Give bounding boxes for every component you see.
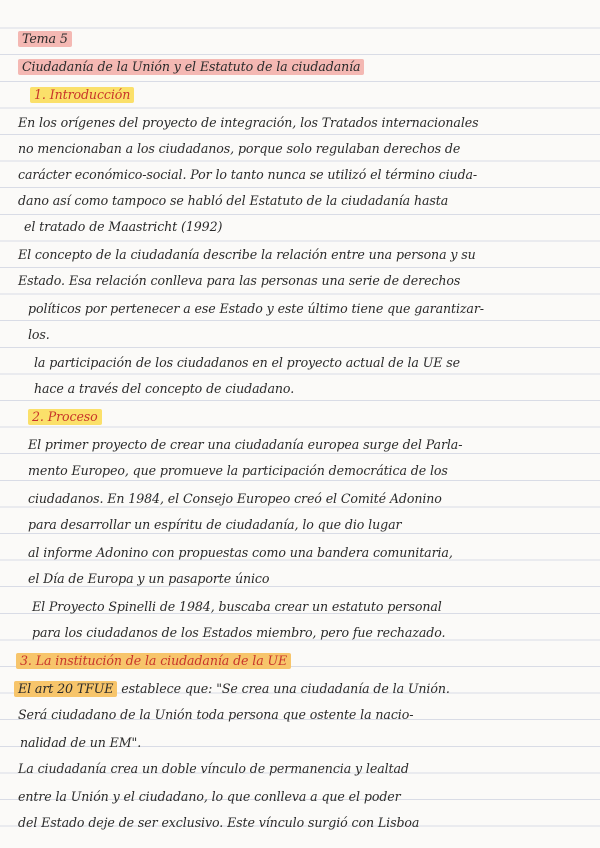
note-line <box>14 680 450 698</box>
note-line <box>18 246 476 264</box>
note-text: El concepto de la ciudadanía describe la relación entre una persona y su <box>18 247 476 262</box>
note-text: políticos por pertenecer a ese Estado y este último tiene que garantizar- <box>28 301 484 316</box>
highlighted-heading: 2. Proceso <box>28 409 102 425</box>
note-line <box>18 788 401 806</box>
note-line <box>18 814 419 832</box>
note-line <box>30 86 134 104</box>
note-line <box>18 140 460 158</box>
note-text: los. <box>28 327 50 342</box>
note-text: el Día de Europa y un pasaporte único <box>28 571 270 586</box>
note-text: carácter económico-social. Por lo tanto nunca se utilizó el término ciuda- <box>18 167 478 182</box>
note-text: la participación de los ciudadanos en el proyecto actual de la UE se <box>34 355 460 370</box>
note-text: ciudadanos. En 1984, el Consejo Europeo creó el Comité Adonino <box>28 491 442 506</box>
note-line <box>18 706 413 724</box>
note-text: el tratado de Maastricht (1992) <box>24 219 223 234</box>
note-text: entre la Unión y el ciudadano, lo que conlleva a que el poder <box>18 789 401 804</box>
note-line <box>32 624 445 642</box>
note-line <box>28 326 50 344</box>
highlighted-heading: Ciudadanía de la Unión y el Estatuto de la ciudadanía <box>18 59 364 75</box>
note-line <box>20 734 141 752</box>
note-line <box>34 380 294 398</box>
note-line <box>28 408 102 426</box>
highlighted-heading: 3. La institución de la ciudadanía de la UE <box>16 653 291 669</box>
note-line <box>18 760 409 778</box>
note-text: La ciudadanía crea un doble vínculo de permanencia y lealtad <box>18 761 409 776</box>
note-line <box>18 166 477 184</box>
note-line <box>34 354 460 372</box>
highlighted-text: El art 20 TFUE <box>14 681 117 697</box>
note-line <box>28 462 448 480</box>
note-line <box>28 516 401 534</box>
note-line <box>28 300 484 318</box>
note-line <box>32 598 442 616</box>
note-line <box>18 272 460 290</box>
note-line <box>18 114 478 132</box>
note-line <box>18 58 364 76</box>
highlighted-heading: Tema 5 <box>18 31 72 47</box>
highlighted-heading: 1. Introducción <box>30 87 134 103</box>
note-line <box>18 192 448 210</box>
note-text: dano así como tampoco se habló del Estatuto de la ciudadanía hasta <box>18 193 449 208</box>
note-line <box>28 544 453 562</box>
note-text: En los orígenes del proyecto de integración, los Tratados internacionales <box>18 115 479 130</box>
note-line <box>16 652 291 670</box>
note-text: para los ciudadanos de los Estados miembro, pero fue rechazado. <box>32 625 446 640</box>
note-line <box>18 30 72 48</box>
note-text: establece que: "Se crea una ciudadanía de la Unión. <box>117 681 450 696</box>
note-text: nalidad de un EM". <box>20 735 142 750</box>
note-line <box>28 570 269 588</box>
note-line <box>24 218 222 236</box>
note-text: hace a través del concepto de ciudadano. <box>34 381 295 396</box>
note-text: al informe Adonino con propuestas como una bandera comunitaria, <box>28 545 453 560</box>
note-text: Estado. Esa relación conlleva para las personas una serie de derechos <box>18 273 461 288</box>
note-text: del Estado deje de ser exclusivo. Este vínculo surgió con Lisboa <box>18 815 420 830</box>
note-text: mento Europeo, que promueve la participación democrática de los <box>28 463 448 478</box>
note-text: Será ciudadano de la Unión toda persona que ostente la nacio- <box>18 707 414 722</box>
note-text: El Proyecto Spinelli de 1984, buscaba crear un estatuto personal <box>32 599 442 614</box>
note-line <box>28 490 442 508</box>
note-text: El primer proyecto de crear una ciudadanía europea surge del Parla- <box>28 437 463 452</box>
note-text: no mencionaban a los ciudadanos, porque solo regulaban derechos de <box>18 141 461 156</box>
note-text: para desarrollar un espíritu de ciudadanía, lo que dio lugar <box>28 517 402 532</box>
note-line <box>28 436 462 454</box>
